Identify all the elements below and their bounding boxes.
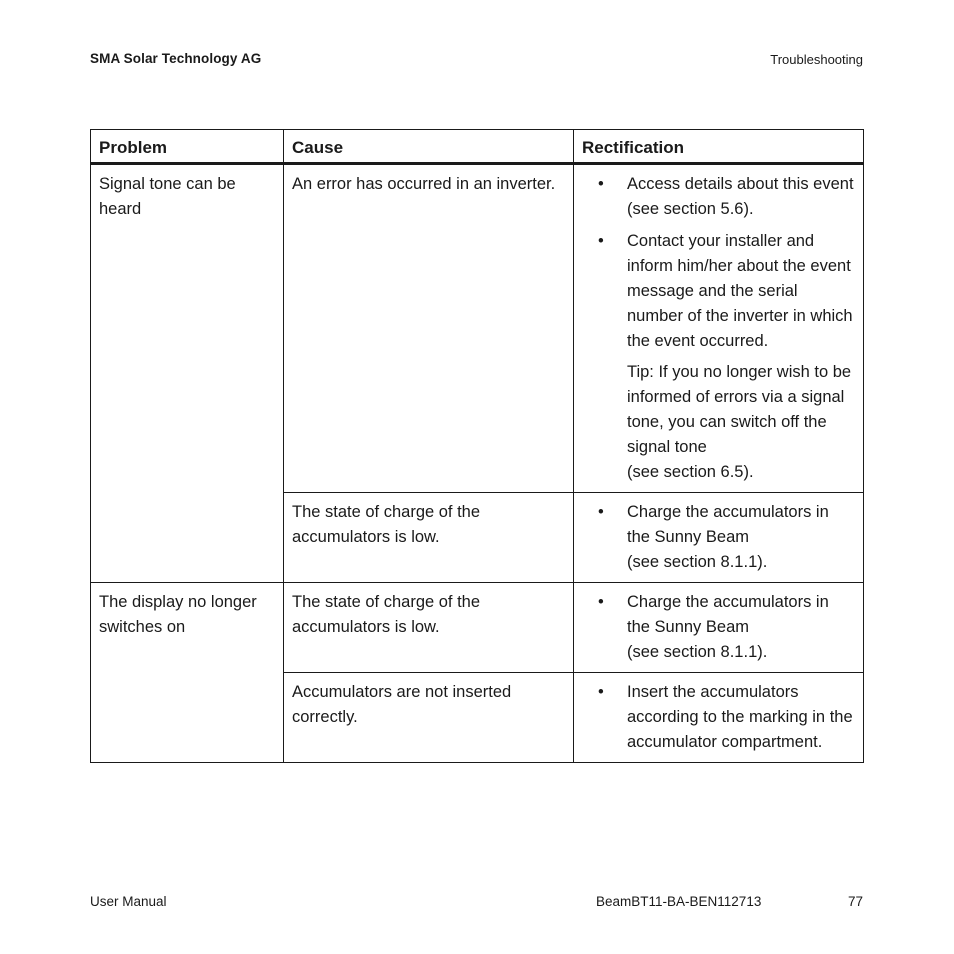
- column-header-problem: Problem: [91, 130, 284, 164]
- header-company: SMA Solar Technology AG: [90, 51, 262, 66]
- rectification-cell: [574, 583, 864, 673]
- cause-cell: Accumulators are not inserted correctly.: [284, 673, 574, 763]
- table-header-row: [91, 130, 864, 164]
- cause-cell: An error has occurred in an inverter.: [284, 164, 574, 493]
- problem-cell: The display no longer switches on: [91, 583, 284, 763]
- tip-note: Tip: If you no longer wish to be informed of errors via a signal tone, you can switch off the signal tone (see section 6.5).: [627, 363, 852, 481]
- list-item: • Contact your installer and inform him/her about the event message and the serial number of the inverter in which the event occurred.: [582, 229, 855, 354]
- page-number: 77: [847, 894, 863, 909]
- bullet-marker: •: [598, 232, 604, 250]
- table-row: [91, 164, 864, 493]
- column-header-cause: Cause: [284, 130, 574, 164]
- header-section: Troubleshooting: [770, 52, 863, 67]
- cause-cell: The state of charge of the accumulators is low.: [284, 493, 574, 583]
- footer-doc-type: User Manual: [90, 894, 167, 909]
- list-item: • Insert the accumulators according to the marking in the accumulator compartment.: [582, 680, 855, 755]
- rectification-list: [582, 172, 855, 354]
- troubleshooting-table: [90, 129, 864, 763]
- bullet-marker: •: [598, 175, 604, 193]
- rectification-list: [582, 500, 855, 575]
- rectification-list: [582, 590, 855, 665]
- column-header-rectification: Rectification: [574, 130, 864, 164]
- problem-cell: Signal tone can be heard: [91, 164, 284, 583]
- bullet-marker: •: [598, 593, 604, 611]
- cause-cell: The state of charge of the accumulators is low.: [284, 583, 574, 673]
- bullet-marker: •: [598, 683, 604, 701]
- rectification-cell: [574, 673, 864, 763]
- rectification-list: [582, 680, 855, 755]
- rectification-cell: [574, 493, 864, 583]
- list-item: • Charge the accumulators in the Sunny Beam (see section 8.1.1).: [582, 590, 855, 665]
- bullet-marker: •: [598, 503, 604, 521]
- list-item: • Charge the accumulators in the Sunny Beam (see section 8.1.1).: [582, 500, 855, 575]
- footer-doc-code: BeamBT11-BA-BEN112713: [596, 894, 762, 909]
- table-row: [91, 583, 864, 673]
- rectification-cell: [574, 164, 864, 493]
- list-item: • Access details about this event (see section 5.6).: [582, 172, 855, 222]
